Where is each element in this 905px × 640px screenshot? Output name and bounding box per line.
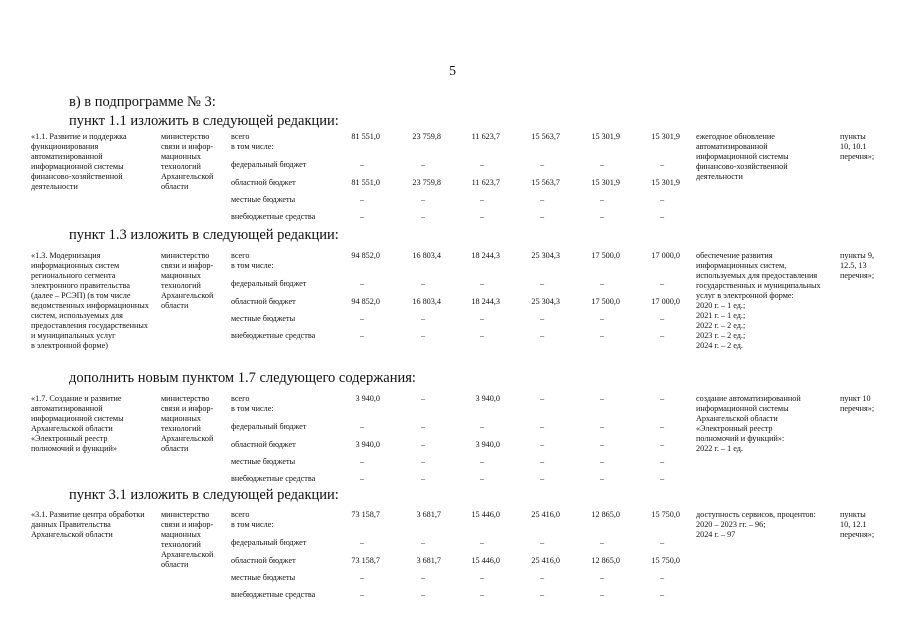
section-heading: дополнить новым пунктом 1.7 следующего содержания: (69, 370, 416, 386)
amount-cell: – (659, 440, 665, 449)
amount-cell: 15 301,9 (591, 178, 620, 187)
amount-cell: – (539, 422, 545, 431)
budget-label: федеральный бюджет (231, 538, 307, 547)
amount-cell: – (479, 314, 485, 323)
amount-cell: – (420, 160, 426, 169)
amount-cell: – (599, 457, 605, 466)
amount-cell: 18 244,3 (471, 251, 500, 260)
amount-cell: – (359, 538, 365, 547)
budget-label: в том числе: (231, 404, 274, 413)
amount-cell: – (479, 212, 485, 221)
budget-label: в том числе: (231, 520, 274, 529)
executor: министерство связи и инфор- мационных технологий Архангельской области (161, 132, 214, 191)
amount-cell: 15 446,0 (471, 510, 500, 519)
budget-label: внебюджетные средства (231, 590, 316, 599)
amount-cell: – (659, 394, 665, 403)
amount-cell: 11 623,7 (471, 178, 500, 187)
amount-cell: – (599, 590, 605, 599)
amount-cell: – (539, 538, 545, 547)
budget-label: федеральный бюджет (231, 279, 307, 288)
budget-label: всего (231, 394, 250, 403)
amount-cell: 3 940,0 (475, 394, 500, 403)
expected-result: ежегодное обновление автоматизированной информационной системы финансово-хозяйственной деятельности (696, 132, 789, 181)
expected-result: доступность сервисов, процентов: 2020 – 2023 гг. – 96; 2024 г. – 97 (696, 510, 816, 539)
amount-cell: 3 940,0 (475, 440, 500, 449)
amount-cell: 3 940,0 (355, 394, 380, 403)
amount-cell: – (599, 538, 605, 547)
amount-cell: – (479, 422, 485, 431)
item-name: «1.7. Создание и развитие автоматизированной информационной системы Архангельской области «Электронный реестр полномочий и функций» (31, 394, 124, 453)
amount-cell: – (359, 160, 365, 169)
amount-cell: – (479, 474, 485, 483)
amount-cell: 3 940,0 (355, 440, 380, 449)
budget-label: областной бюджет (231, 178, 296, 187)
amount-cell: – (659, 422, 665, 431)
executor: министерство связи и инфор- мационных технологий Архангельской области (161, 394, 214, 453)
amount-cell: 11 623,7 (471, 132, 500, 141)
item-name: «1.3. Модернизация информационных систем регионального сегмента электронного правительства (далее – РСЭП) (в том числе ведомственных информационных систем, используемых для предоставления государственных и муниципальных услуг в электронной форме) (31, 251, 149, 350)
amount-cell: 94 852,0 (351, 251, 380, 260)
item-name: «1.1. Развитие и поддержка функционирования автоматизированной информационной системы финансово-хозяйственной деятельности (31, 132, 127, 191)
amount-cell: – (659, 212, 665, 221)
amount-cell: 3 681,7 (416, 556, 441, 565)
amount-cell: – (420, 422, 426, 431)
amount-cell: 3 681,7 (416, 510, 441, 519)
amount-cell: – (659, 314, 665, 323)
amount-cell: – (479, 160, 485, 169)
amount-cell: – (359, 212, 365, 221)
section-heading: пункт 1.1 изложить в следующей редакции: (69, 113, 339, 129)
amount-cell: 15 301,9 (651, 132, 680, 141)
amount-cell: – (599, 160, 605, 169)
amount-cell: – (420, 457, 426, 466)
amount-cell: – (479, 573, 485, 582)
amount-cell: 81 551,0 (351, 178, 380, 187)
amount-cell: – (359, 573, 365, 582)
amount-cell: – (599, 422, 605, 431)
amount-cell: – (599, 573, 605, 582)
budget-label: всего (231, 251, 250, 260)
budget-label: внебюджетные средства (231, 474, 316, 483)
page-number: 5 (449, 64, 456, 79)
amount-cell: 15 563,7 (531, 178, 560, 187)
amount-cell: 16 803,4 (412, 297, 441, 306)
budget-label: внебюджетные средства (231, 331, 316, 340)
amount-cell: 15 301,9 (591, 132, 620, 141)
amount-cell: 17 500,0 (591, 251, 620, 260)
amount-cell: – (599, 440, 605, 449)
amount-cell: – (420, 279, 426, 288)
amount-cell: – (420, 331, 426, 340)
amount-cell: – (539, 195, 545, 204)
amount-cell: – (539, 394, 545, 403)
budget-label: местные бюджеты (231, 573, 296, 582)
amount-cell: 16 803,4 (412, 251, 441, 260)
budget-label: в том числе: (231, 261, 274, 270)
amount-cell: – (599, 212, 605, 221)
budget-label: всего (231, 132, 250, 141)
amount-cell: 25 304,3 (531, 297, 560, 306)
amount-cell: 15 446,0 (471, 556, 500, 565)
amount-cell: – (479, 195, 485, 204)
amount-cell: – (479, 279, 485, 288)
executor: министерство связи и инфор- мационных технологий Архангельской области (161, 510, 214, 569)
section-heading: пункт 1.3 изложить в следующей редакции: (69, 227, 339, 243)
expected-result: обеспечение развития информационных систем, используемых для предоставления государственных и муниципальных услуг в электронной форме: 2020 г. – 1 ед.; 2021 г. – 1 ед.; 2022 г. – 2 ед.; 2023 г. – 2 ед.; 2024 г. – 2 ед. (696, 251, 821, 350)
amount-cell: – (539, 457, 545, 466)
amount-cell: – (359, 422, 365, 431)
amount-cell: 94 852,0 (351, 297, 380, 306)
budget-label: местные бюджеты (231, 314, 296, 323)
amount-cell: – (659, 474, 665, 483)
intro-line: в) в подпрограмме № 3: (69, 94, 216, 110)
amount-cell: – (539, 212, 545, 221)
amount-cell: – (539, 573, 545, 582)
item-name: «3.1. Развитие центра обработки данных Правительства Архангельской области (31, 510, 145, 539)
amount-cell: – (599, 279, 605, 288)
amount-cell: – (599, 394, 605, 403)
amount-cell: – (659, 195, 665, 204)
amount-cell: – (359, 457, 365, 466)
amount-cell: 17 500,0 (591, 297, 620, 306)
budget-label: местные бюджеты (231, 457, 296, 466)
amount-cell: 25 416,0 (531, 556, 560, 565)
amount-cell: – (659, 573, 665, 582)
amount-cell: – (420, 195, 426, 204)
amount-cell: – (359, 279, 365, 288)
amount-cell: 81 551,0 (351, 132, 380, 141)
amount-cell: – (659, 279, 665, 288)
budget-label: внебюджетные средства (231, 212, 316, 221)
amount-cell: – (599, 195, 605, 204)
amount-cell: – (420, 573, 426, 582)
amount-cell: 73 158,7 (351, 556, 380, 565)
amount-cell: – (420, 314, 426, 323)
budget-label: всего (231, 510, 250, 519)
amount-cell: 15 750,0 (651, 510, 680, 519)
amount-cell: – (539, 331, 545, 340)
amount-cell: – (659, 538, 665, 547)
amount-cell: – (359, 590, 365, 599)
amount-cell: – (359, 314, 365, 323)
amount-cell: – (359, 195, 365, 204)
amount-cell: 25 304,3 (531, 251, 560, 260)
amount-cell: – (539, 440, 545, 449)
amount-cell: – (539, 279, 545, 288)
budget-label: областной бюджет (231, 440, 296, 449)
amount-cell: – (359, 474, 365, 483)
amount-cell: – (479, 538, 485, 547)
budget-label: федеральный бюджет (231, 160, 307, 169)
amount-cell: – (420, 474, 426, 483)
amount-cell: – (539, 160, 545, 169)
budget-label: федеральный бюджет (231, 422, 307, 431)
budget-label: областной бюджет (231, 556, 296, 565)
amount-cell: – (539, 314, 545, 323)
amount-cell: 15 750,0 (651, 556, 680, 565)
amount-cell: – (599, 474, 605, 483)
amount-cell: – (420, 440, 426, 449)
list-points: пункты 10, 10.1 перечня»; (840, 132, 875, 161)
amount-cell: 12 865,0 (591, 556, 620, 565)
amount-cell: – (599, 314, 605, 323)
amount-cell: 23 759,8 (412, 132, 441, 141)
expected-result: создание автоматизированной информационной системы Архангельской области «Электронный реестр полномочий и функций»: 2022 г. – 1 ед. (696, 394, 801, 453)
amount-cell: – (659, 457, 665, 466)
amount-cell: 18 244,3 (471, 297, 500, 306)
amount-cell: – (659, 590, 665, 599)
amount-cell: – (479, 331, 485, 340)
amount-cell: 17 000,0 (651, 251, 680, 260)
amount-cell: – (420, 590, 426, 599)
budget-label: областной бюджет (231, 297, 296, 306)
amount-cell: – (359, 331, 365, 340)
amount-cell: – (539, 474, 545, 483)
amount-cell: – (420, 538, 426, 547)
list-points: пункт 10 перечня»; (840, 394, 875, 413)
amount-cell: 12 865,0 (591, 510, 620, 519)
amount-cell: 23 759,8 (412, 178, 441, 187)
amount-cell: – (479, 590, 485, 599)
amount-cell: – (420, 212, 426, 221)
amount-cell: – (659, 331, 665, 340)
amount-cell: – (479, 457, 485, 466)
amount-cell: 15 563,7 (531, 132, 560, 141)
budget-label: местные бюджеты (231, 195, 296, 204)
amount-cell: 73 158,7 (351, 510, 380, 519)
amount-cell: – (599, 331, 605, 340)
section-heading: пункт 3.1 изложить в следующей редакции: (69, 487, 339, 503)
amount-cell: – (420, 394, 426, 403)
amount-cell: – (659, 160, 665, 169)
amount-cell: – (539, 590, 545, 599)
amount-cell: 15 301,9 (651, 178, 680, 187)
list-points: пункты 10, 12.1 перечня»; (840, 510, 875, 539)
amount-cell: 25 416,0 (531, 510, 560, 519)
executor: министерство связи и инфор- мационных технологий Архангельской области (161, 251, 214, 310)
amount-cell: 17 000,0 (651, 297, 680, 306)
budget-label: в том числе: (231, 142, 274, 151)
list-points: пункты 9, 12.5, 13 перечня»; (840, 251, 875, 280)
